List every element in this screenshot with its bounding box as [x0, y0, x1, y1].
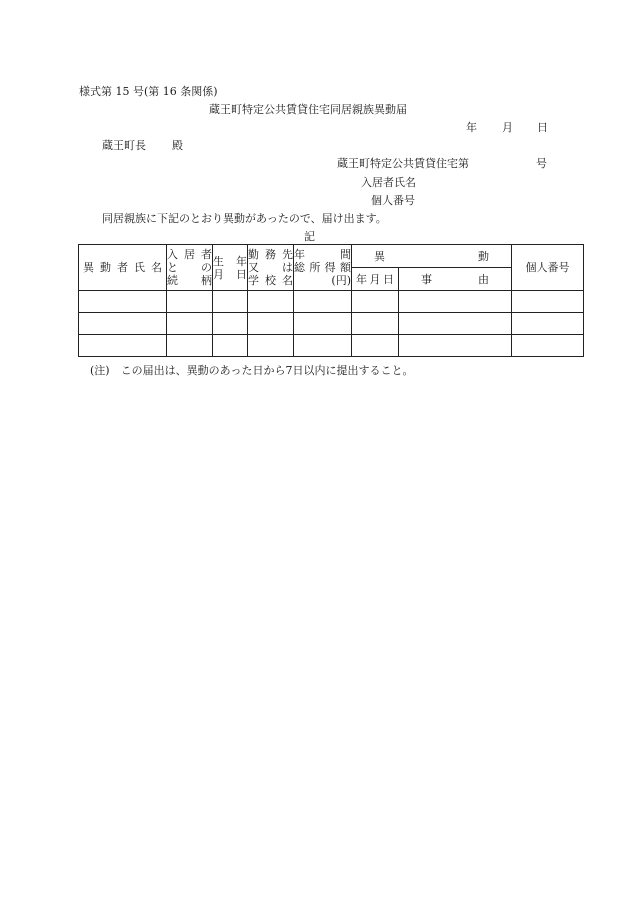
header-birth-char: 日: [236, 267, 247, 281]
header-name-char: 名: [151, 261, 162, 274]
date-year-label: 年: [466, 121, 477, 134]
table-row: [79, 291, 584, 313]
cell-work[interactable]: [248, 291, 294, 313]
personal-number-label: 個人番号: [371, 194, 415, 207]
header-income-char: 総: [294, 261, 305, 274]
header-name: [79, 245, 167, 291]
table-row: [79, 313, 584, 335]
header-relation-char: 入: [167, 248, 178, 261]
cell-name[interactable]: [79, 291, 167, 313]
header-work-char: 校: [265, 274, 276, 287]
housing-suffix: 号: [536, 157, 547, 170]
cell-reason[interactable]: [399, 291, 512, 313]
header-income-unit: (円): [331, 274, 351, 287]
housing-label: 蔵王町特定公共賃貸住宅第: [337, 157, 469, 170]
header-income-char: 額: [339, 261, 351, 274]
header-birth: [213, 245, 248, 291]
header-work-char: 勤: [248, 248, 259, 261]
cell-reason[interactable]: [399, 335, 512, 357]
header-relation-char: と: [167, 261, 178, 274]
cell-name[interactable]: [79, 313, 167, 335]
cell-change-date[interactable]: [352, 335, 399, 357]
table-row: [79, 335, 584, 357]
cell-income[interactable]: [294, 313, 352, 335]
header-change-date-char: 年: [356, 272, 367, 286]
header-birth-char: 月: [213, 267, 224, 281]
header-personal-number-label: 個人番号: [525, 261, 570, 274]
header-relation-char: 続: [167, 274, 178, 287]
header-relation-char: 居: [184, 248, 195, 261]
note: (注) この届出は、異動のあった日から7日以内に提出すること。: [90, 364, 414, 377]
header-personal-number: [512, 245, 584, 291]
addressee-name: 蔵王町長: [102, 139, 146, 152]
body-text: 同居親族に下記のとおり異動があったので、届け出ます。: [102, 212, 387, 225]
header-change: [352, 245, 512, 268]
document-title: 蔵王町特定公共賃貸住宅同居親族異動届: [209, 103, 407, 116]
cell-work[interactable]: [248, 313, 294, 335]
cell-personal-number[interactable]: [512, 313, 584, 335]
header-work-char: 先: [282, 248, 293, 261]
cell-relation[interactable]: [167, 291, 213, 313]
header-change-reason: [399, 268, 512, 291]
header-change-date-char: 月: [369, 272, 381, 286]
cell-birth[interactable]: [213, 291, 248, 313]
header-work: [248, 245, 294, 291]
header-work-char: 又: [248, 261, 259, 274]
header-name-char: 異: [83, 261, 94, 274]
header-change-char: 動: [478, 249, 489, 263]
date-month-label: 月: [502, 121, 513, 134]
cell-personal-number[interactable]: [512, 291, 584, 313]
date-day-label: 日: [537, 121, 548, 134]
header-birth-char: 年: [236, 254, 247, 268]
header-income-char: 間: [340, 248, 351, 261]
cell-relation[interactable]: [167, 313, 213, 335]
header-change-date: [352, 268, 399, 291]
resident-name-label: 入居者氏名: [361, 176, 416, 189]
cell-change-date[interactable]: [352, 313, 399, 335]
cell-work[interactable]: [248, 335, 294, 357]
ki-label: 記: [304, 230, 315, 243]
cell-relation[interactable]: [167, 335, 213, 357]
cell-change-date[interactable]: [352, 291, 399, 313]
cell-name[interactable]: [79, 335, 167, 357]
cell-reason[interactable]: [399, 313, 512, 335]
header-work-char: 学: [248, 274, 259, 287]
header-birth-char: 生: [213, 254, 224, 268]
header-name-char: 氏: [134, 261, 145, 274]
addressee-honorific: 殿: [172, 139, 183, 152]
header-change-date-char: 日: [383, 272, 394, 286]
header-income-char: 年: [294, 248, 305, 261]
header-work-char: 務: [265, 248, 276, 261]
cell-income[interactable]: [294, 335, 352, 357]
cell-income[interactable]: [294, 291, 352, 313]
form-number: 様式第 15 号(第 16 条関係): [79, 85, 218, 98]
header-work-char: 名: [282, 274, 293, 287]
header-relation-char: の: [201, 261, 212, 274]
header-work-char: は: [282, 261, 293, 274]
header-name-char: 動: [100, 261, 111, 274]
header-relation-char: 柄: [201, 274, 212, 287]
header-relation-char: 者: [201, 248, 212, 261]
header-income: [294, 245, 352, 291]
header-change-char: 異: [374, 249, 385, 263]
cell-birth[interactable]: [213, 335, 248, 357]
change-table: [78, 244, 584, 357]
header-name-char: 者: [117, 261, 128, 274]
header-change-reason-char: 事: [421, 272, 432, 286]
header-relation: [167, 245, 213, 291]
header-change-reason-char: 由: [478, 272, 489, 286]
cell-birth[interactable]: [213, 313, 248, 335]
header-income-char: 所: [309, 261, 321, 274]
cell-personal-number[interactable]: [512, 335, 584, 357]
header-income-char: 得: [324, 261, 336, 274]
